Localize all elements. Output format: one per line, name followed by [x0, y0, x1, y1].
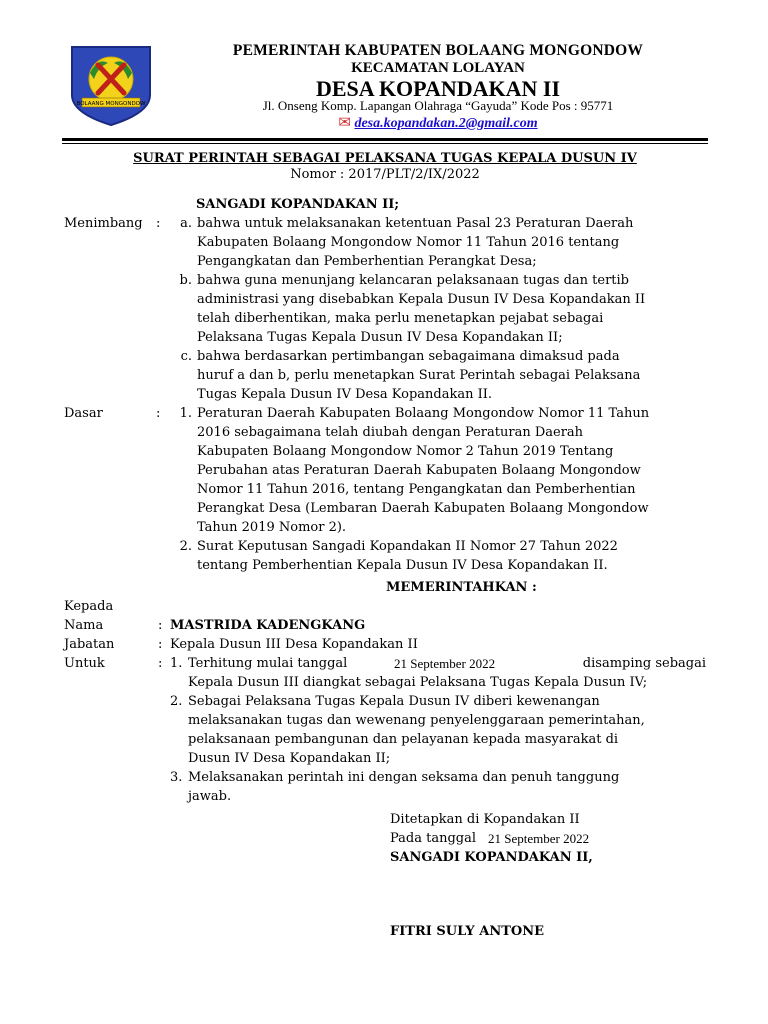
header-village: DESA KOPANDAKAN II — [315, 76, 561, 101]
menimbang-c-line-3: Tugas Kepala Dusun IV Desa Kopandakan II. — [197, 387, 493, 402]
dasar-label: Dasar — [64, 406, 103, 421]
menimbang-b-line-3: telah diberhentikan, maka perlu menetapkan pejabat sebagai — [197, 311, 604, 326]
dasar-2-line-2: tentang Pemberhentian Kepala Dusun IV Desa Kopandakan II. — [197, 558, 608, 573]
untuk-label: Untuk — [64, 656, 105, 671]
signature-title: SANGADI KOPANDAKAN II, — [390, 850, 593, 865]
document-title: SURAT PERINTAH SEBAGAI PELAKSANA TUGAS KEPALA DUSUN IV — [133, 151, 637, 166]
jabatan-value: Kepala Dusun III Desa Kopandakan II — [170, 637, 418, 652]
dasar-2-line-1: Surat Keputusan Sangadi Kopandakan II Nomor 27 Tahun 2022 — [197, 539, 618, 554]
untuk-1-line-2: Kepala Dusun III diangkat sebagai Pelaksana Tugas Kepala Dusun IV; — [188, 675, 648, 690]
untuk-2-line-2: melaksanakan tugas dan wewenang penyelenggaraan pemerintahan, — [188, 713, 645, 728]
untuk-3-marker: 3. — [170, 770, 183, 785]
jabatan-label: Jabatan — [64, 637, 115, 652]
dasar-1-line-7: Tahun 2019 Nomor 2). — [197, 520, 347, 535]
untuk-colon: : — [158, 656, 163, 671]
dasar-2-marker: 2. — [179, 539, 192, 554]
untuk-1-end: disamping sebagai — [582, 656, 706, 671]
menimbang-b-marker: b. — [179, 273, 192, 288]
untuk-2-line-3: pelaksanaan pembangunan dan pelayanan kepada masyarakat di — [188, 732, 619, 747]
menimbang-a-line-3: Pengangkatan dan Pemberhentian Perangkat Desa; — [197, 254, 537, 269]
untuk-2-marker: 2. — [170, 694, 183, 709]
menimbang-a-line-1: bahwa untuk melaksanakan ketentuan Pasal 23 Peraturan Daerah — [197, 216, 634, 231]
header-government: PEMERINTAH KABUPATEN BOLAANG MONGONDOW — [232, 42, 644, 59]
untuk-1-date: 21 September 2022 — [394, 656, 496, 671]
dasar-1-marker: 1. — [179, 406, 192, 421]
menimbang-a-marker: a. — [180, 216, 192, 231]
signature-date: 21 September 2022 — [488, 831, 590, 846]
dasar-1-line-5: Nomor 11 Tahun 2016, tentang Pengangkatan dan Pemberhentian — [197, 482, 636, 497]
signature-date-label: Pada tanggal — [390, 831, 477, 846]
dasar-colon: : — [156, 406, 161, 421]
kepada-label: Kepada — [64, 599, 114, 614]
issuer-heading: SANGADI KOPANDAKAN II; — [196, 197, 400, 212]
memerintahkan-heading: MEMERINTAHKAN : — [386, 580, 537, 595]
untuk-2-line-4: Dusun IV Desa Kopandakan II; — [188, 751, 391, 766]
header-rule-thin — [62, 143, 708, 144]
signature-name: FITRI SULY ANTONE — [390, 924, 544, 939]
logo-banner-text: BOLAANG MONGONDOW — [76, 101, 146, 107]
header-address: Jl. Onseng Komp. Lapangan Olahraga “Gayuda” Kode Pos : 95771 — [262, 98, 614, 113]
dasar-1-line-2: 2016 sebagaimana telah diubah dengan Peraturan Daerah — [197, 425, 584, 440]
village-logo — [68, 43, 154, 127]
untuk-2-line-1: Sebagai Pelaksana Tugas Kepala Dusun IV diberi kewenangan — [188, 694, 600, 709]
email-link[interactable]: desa.kopandakan.2@gmail.com — [354, 116, 538, 131]
dasar-1-line-4: Perubahan atas Peraturan Daerah Kabupaten Bolaang Mongondow — [197, 463, 641, 478]
mail-icon: ✉ — [338, 113, 351, 131]
header-district: KECAMATAN LOLAYAN — [351, 60, 525, 76]
menimbang-b-line-4: Pelaksana Tugas Kepala Dusun IV Desa Kopandakan II; — [197, 330, 563, 345]
header-rule-thick — [62, 138, 708, 141]
menimbang-b-line-1: bahwa guna menunjang kelancaran pelaksanaan tugas dan tertib — [197, 273, 629, 288]
dasar-1-line-3: Kabupaten Bolaang Mongondow Nomor 2 Tahun 2019 Tentang — [197, 444, 614, 459]
menimbang-b-line-2: administrasi yang disebabkan Kepala Dusun IV Desa Kopandakan II — [197, 292, 646, 307]
nama-label: Nama — [64, 618, 104, 633]
menimbang-colon: : — [156, 216, 161, 231]
document-number: Nomor : 2017/PLT/2/IX/2022 — [290, 167, 480, 182]
header-email-line — [160, 113, 716, 132]
untuk-3-line-1: Melaksanakan perintah ini dengan seksama dan penuh tanggung — [188, 770, 620, 785]
dasar-1-line-1: Peraturan Daerah Kabupaten Bolaang Mongondow Nomor 11 Tahun — [197, 406, 650, 421]
untuk-1-start: Terhitung mulai tanggal — [188, 656, 348, 671]
menimbang-c-line-2: huruf a dan b, perlu menetapkan Surat Perintah sebagai Pelaksana — [197, 368, 641, 383]
menimbang-a-line-2: Kabupaten Bolaang Mongondow Nomor 11 Tahun 2016 tentang — [197, 235, 620, 250]
dasar-1-line-6: Perangkat Desa (Lembaran Daerah Kabupaten Bolaang Mongondow — [197, 501, 649, 516]
nama-colon: : — [158, 618, 163, 633]
signature-place: Ditetapkan di Kopandakan II — [390, 812, 580, 827]
menimbang-label: Menimbang — [64, 216, 143, 231]
nama-value: MASTRIDA KADENGKANG — [170, 618, 366, 633]
menimbang-c-line-1: bahwa berdasarkan pertimbangan sebagaimana dimaksud pada — [197, 349, 620, 364]
jabatan-colon: : — [158, 637, 163, 652]
menimbang-c-marker: c. — [180, 349, 192, 364]
untuk-1-marker: 1. — [170, 656, 183, 671]
untuk-3-line-2: jawab. — [188, 789, 232, 804]
